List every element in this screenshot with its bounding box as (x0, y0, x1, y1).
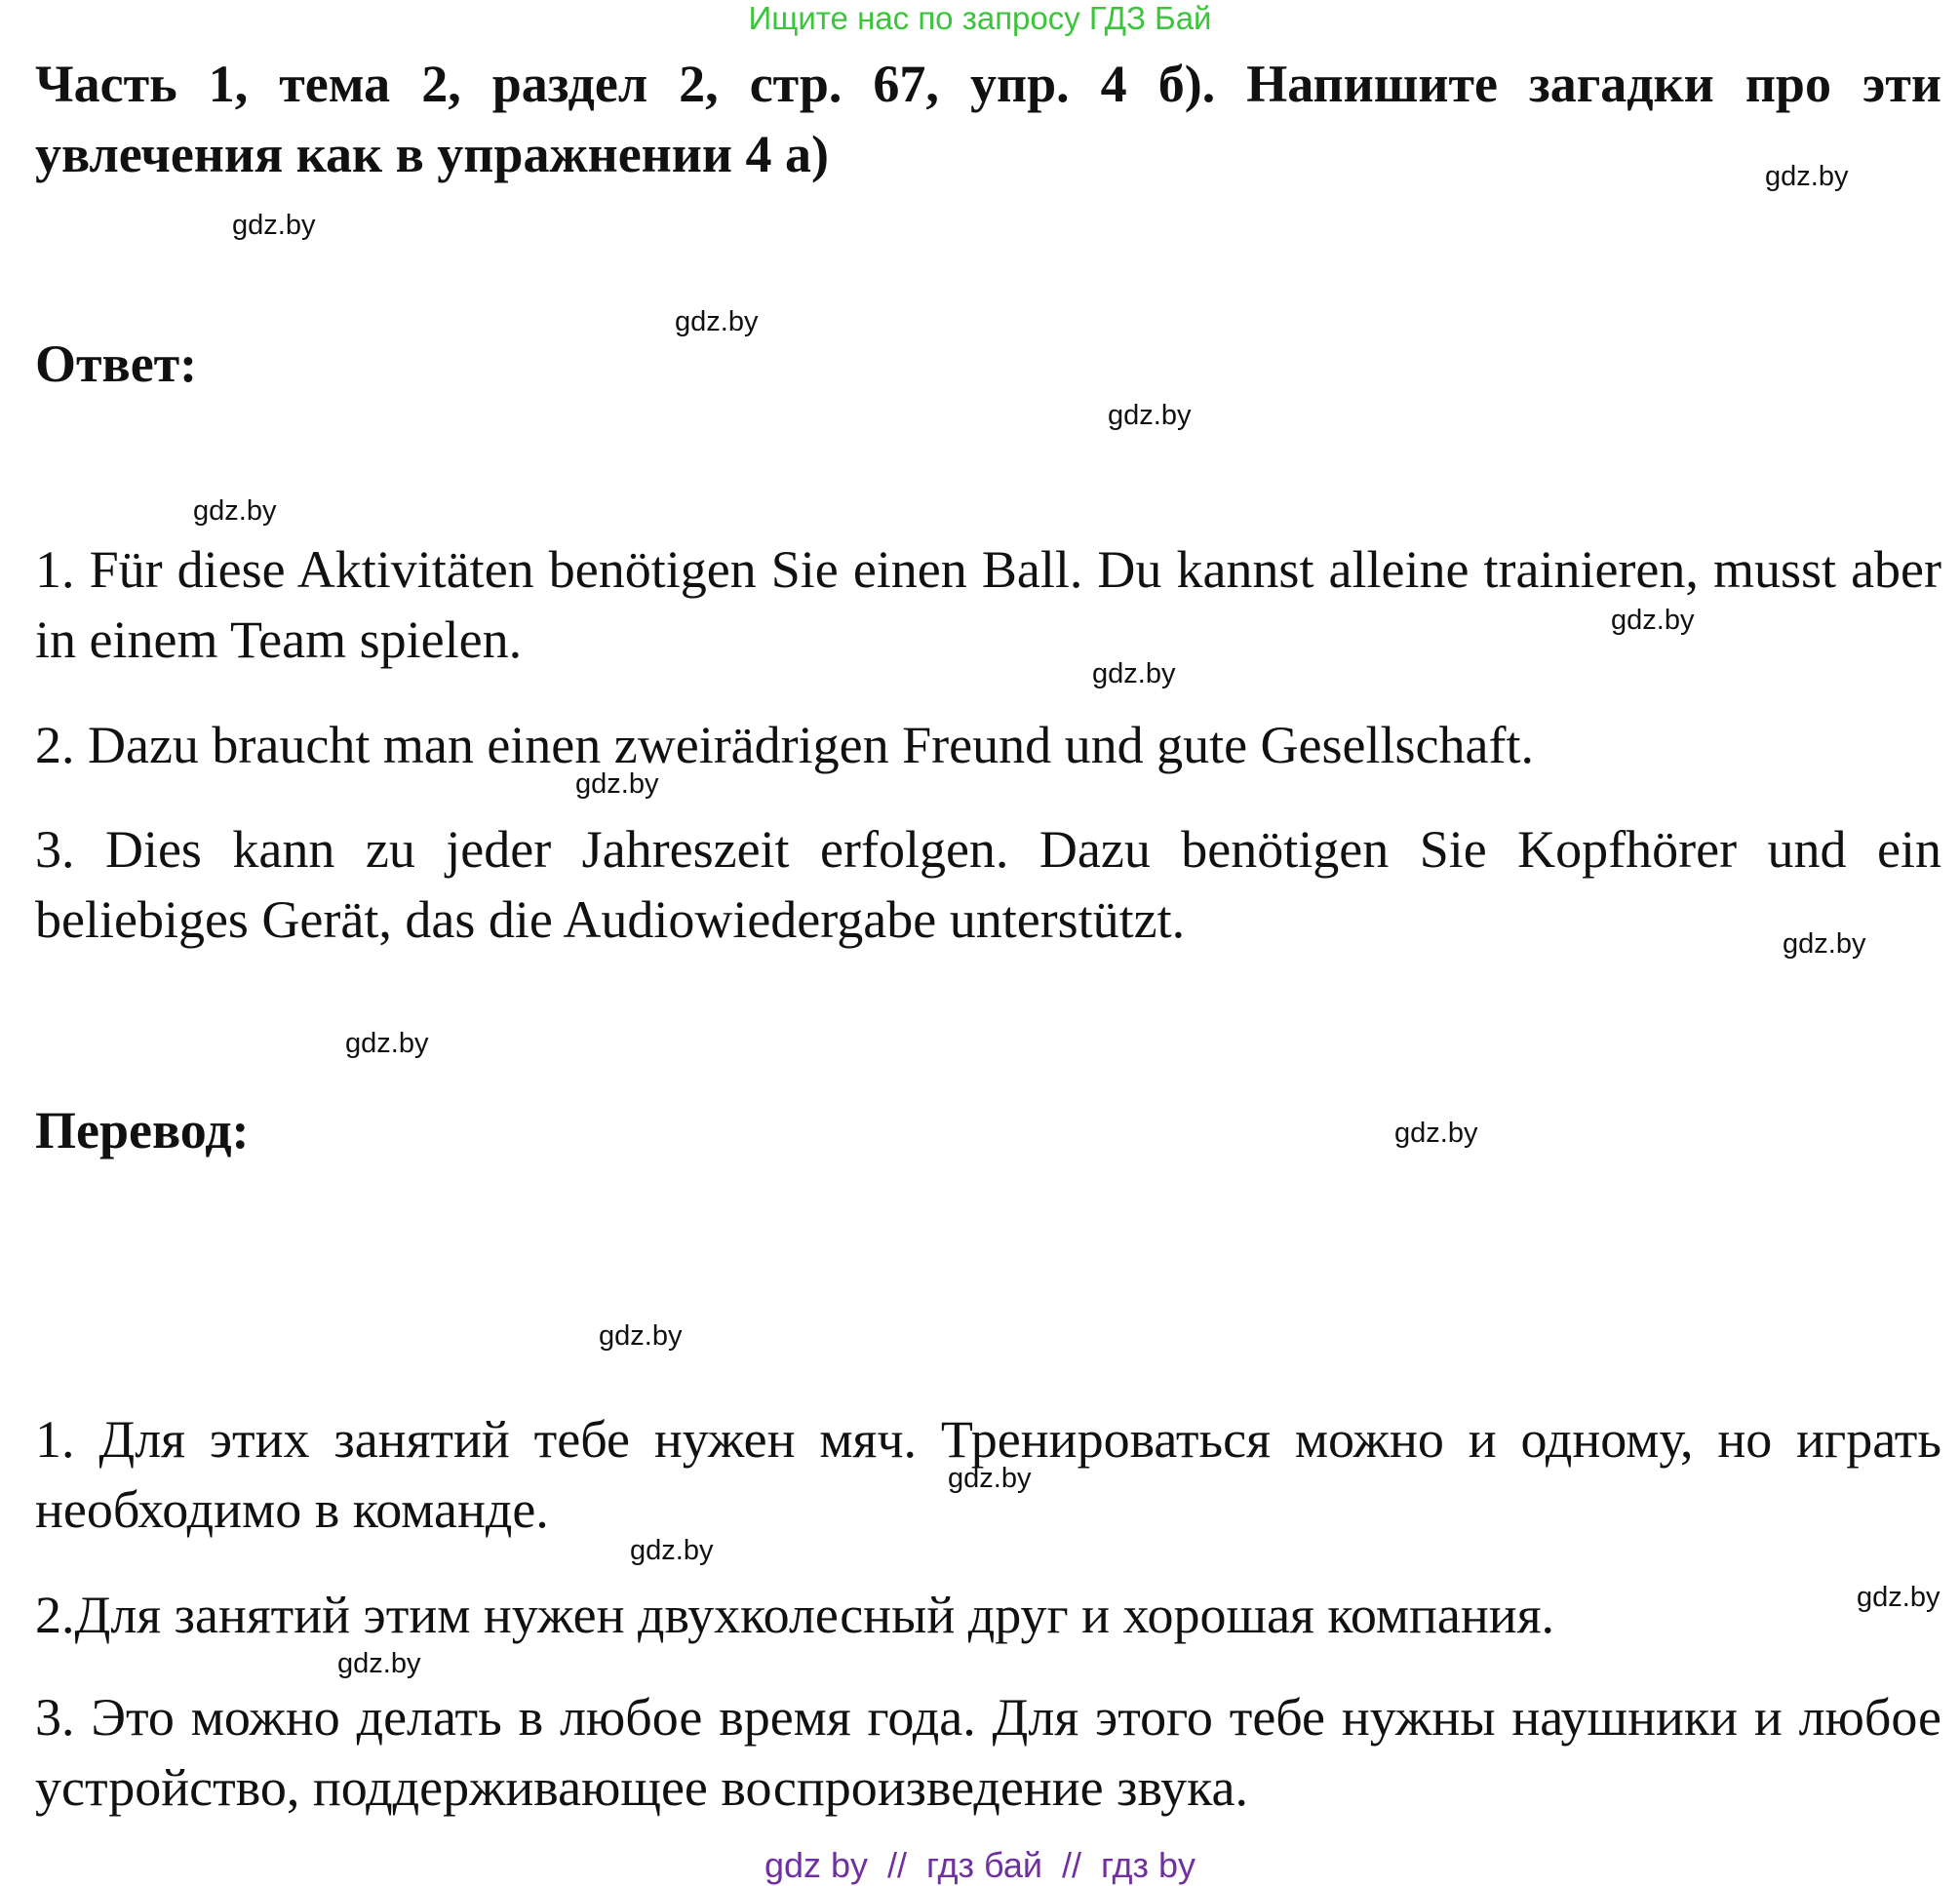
watermark: gdz.by (193, 495, 277, 527)
translation-item-2: 2.Для занятий этим нужен двухколесный друг и хорошая компания. (35, 1586, 1555, 1644)
watermark: gdz.by (232, 210, 316, 241)
watermark: gdz.by (675, 306, 759, 337)
exercise-title: Часть 1, тема 2, раздел 2, стр. 67, упр. 4 б). Напишите загадки про эти увлечения как в упражнении 4 а) (35, 55, 1941, 183)
answer-item-2: 2. Dazu braucht man einen zweirädrigen Freund und gute Gesellschaft. (35, 716, 1534, 774)
answer-heading: Ответ: (35, 334, 198, 393)
watermark: gdz.by (1783, 928, 1866, 960)
footer-links: gdz by // гдз бай // гдз by (764, 1845, 1196, 1885)
watermark: gdz.by (948, 1463, 1032, 1494)
watermark: gdz.by (1092, 658, 1176, 689)
watermark: gdz.by (1611, 605, 1695, 636)
translation-item-3: 3. Это можно делать в любое время года. Для этого тебе нужны наушники и любое устройство, поддерживающее воспроизведение звука. (35, 1688, 1941, 1817)
translation-heading: Перевод: (35, 1101, 250, 1159)
watermark: gdz.by (630, 1535, 714, 1566)
watermark: gdz.by (1857, 1582, 1940, 1613)
top-banner: Ищите нас по запросу ГДЗ Бай (748, 0, 1212, 36)
watermark: gdz.by (575, 768, 659, 800)
answer-item-3: 3. Dies kann zu jeder Jahreszeit erfolgen. Dazu benötigen Sie Kopfhörer und ein beliebiges Gerät, das die Audiowiedergabe unterstützt. (35, 820, 1941, 949)
watermark: gdz.by (1108, 400, 1192, 431)
answer-item-1: 1. Für diese Aktivitäten benötigen Sie einen Ball. Du kannst alleine trainieren, musst aber in einem Team spielen. (35, 540, 1941, 669)
watermark: gdz.by (599, 1320, 683, 1352)
watermark: gdz.by (345, 1028, 429, 1059)
translation-item-1: 1. Для этих занятий тебе нужен мяч. Тренироваться можно и одному, но играть необходимо в команде. (35, 1410, 1941, 1539)
watermark: gdz.by (1765, 161, 1849, 192)
watermark: gdz.by (337, 1648, 421, 1679)
watermark: gdz.by (1394, 1118, 1478, 1149)
